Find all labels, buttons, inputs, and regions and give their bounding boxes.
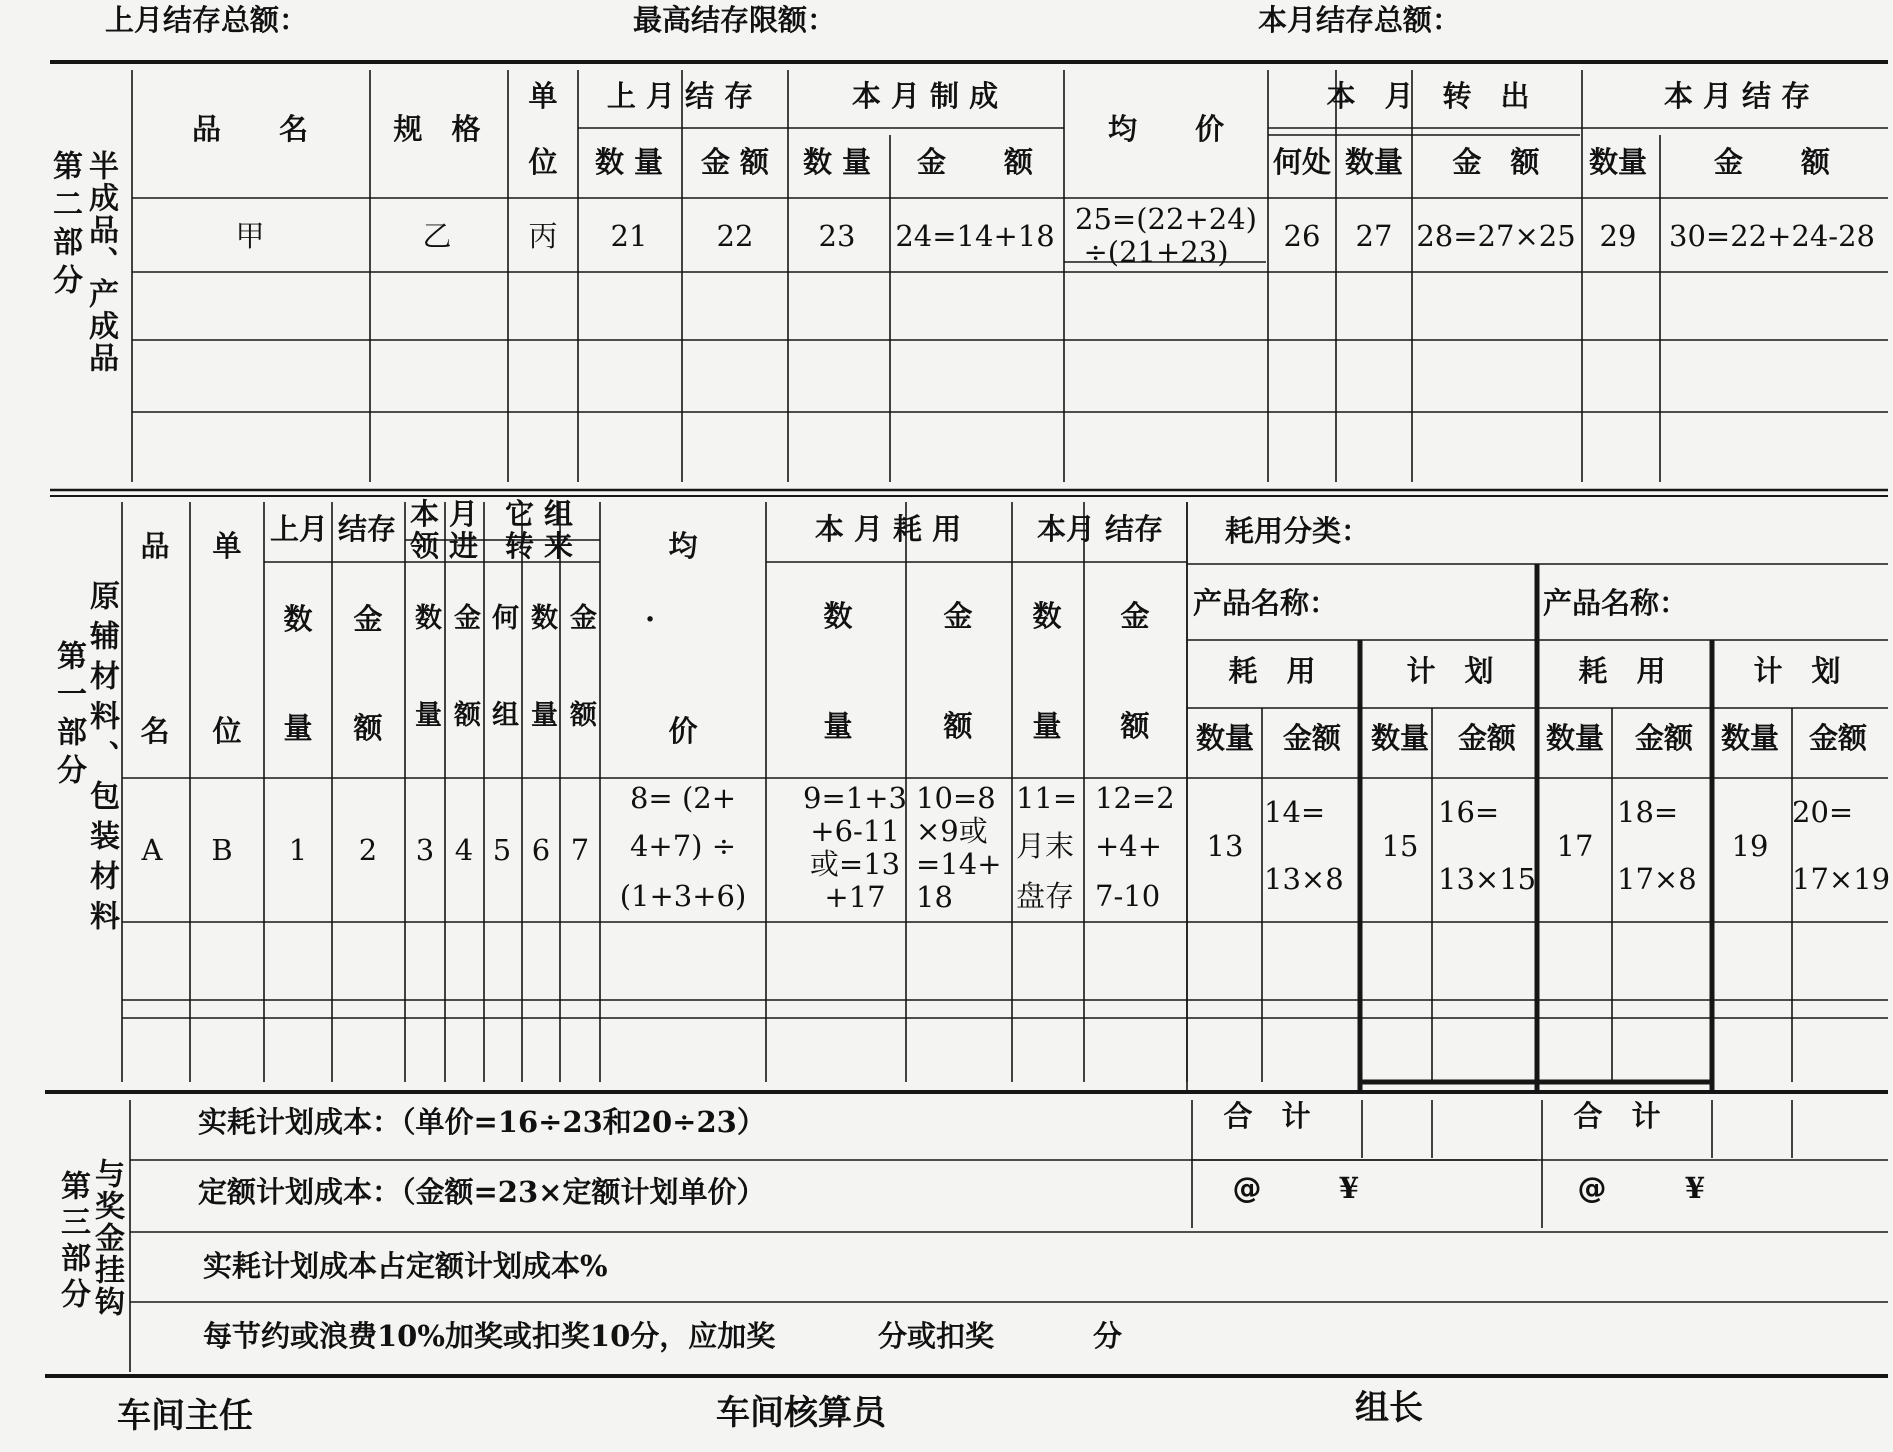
p1-h-other-a: 它 组 (504, 497, 574, 531)
p2-cell-29: 29 (1599, 219, 1637, 253)
max-limit-label: 最高结存限额： (633, 3, 837, 37)
product-b-name-label: 产品名称： (1543, 586, 1689, 620)
p2-sub-where: 何处 (1272, 145, 1332, 179)
p2-header-name: 品 名 (191, 112, 309, 146)
p1-s-cons-amt-bot: 额 (943, 709, 973, 743)
pa-plan-amt: 金额 (1457, 721, 1517, 755)
group-leader-label: 组长 (1355, 1388, 1423, 1428)
p1-h-received-b: 领 进 (409, 529, 479, 563)
p1-cell-16b: 13×15 (1438, 862, 1537, 896)
part1-subtitle: 原辅材料、包装材料 (84, 580, 119, 940)
p1-h-received-a: 本 月 (409, 497, 479, 531)
p1-s-cons-qty-bot: 量 (823, 709, 853, 743)
p2-cell-26: 26 (1283, 219, 1321, 253)
p2-sub-qty: 数 量 (594, 145, 664, 179)
p1-cell-8a: 8= (2+ (629, 781, 737, 815)
product-a-at-symbol: @ (1232, 1171, 1262, 1205)
p1-h-other-b: 转 来 (504, 529, 574, 563)
p1-s-c4: 金额 (449, 603, 480, 797)
p2-sub-amount2: 金 额 (916, 145, 1034, 179)
p1-s-amt-top: 金 (353, 602, 383, 636)
product-b-yuan-symbol: ¥ (1684, 1171, 1706, 1205)
p1-cell-5: 5 (492, 833, 512, 867)
p1-s-qty-bot: 量 (283, 711, 313, 745)
p2-cell-28: 28=27×25 (1416, 219, 1576, 253)
p1-cell-13: 13 (1206, 829, 1244, 863)
p1-s-bal-qty-top: 数 (1032, 599, 1062, 633)
p2-cell-27: 27 (1355, 219, 1393, 253)
p1-cell-9c: 或=13 (809, 847, 901, 881)
p1-cell-19: 19 (1731, 829, 1769, 863)
p1-cell-9b: +6-11 (810, 814, 900, 848)
p1-cell-a: A (141, 833, 163, 867)
product-b-plan: 计 划 (1753, 654, 1841, 688)
p1-cell-16a: 16= (1438, 795, 1500, 829)
p2-cell-24: 24=14+18 (895, 219, 1055, 253)
p1-h-unit-bot: 位 (212, 714, 242, 748)
p1-cell-18a: 18= (1617, 795, 1679, 829)
p1-h-consume: 本 月 耗 用 (814, 512, 962, 546)
p1-h-name-top: 品 (140, 529, 170, 563)
p1-h-last-balance: 上月 结存 (269, 512, 397, 546)
p1-h-balance: 本月 结存 (1036, 512, 1164, 546)
pa-plan-qty: 数量 (1370, 721, 1430, 755)
p2-cell-30: 30=22+24-28 (1668, 219, 1876, 253)
p1-cell-6: 6 (531, 833, 551, 867)
p1-cell-14b: 13×8 (1264, 862, 1344, 896)
p1-cell-10c: =14+ (916, 847, 1002, 881)
p2-sub-qty2: 数 量 (802, 145, 872, 179)
p1-cell-18b: 17×8 (1617, 862, 1697, 896)
p1-s-c3: 数量 (410, 603, 441, 797)
p1-cell-10a: 10=8 (916, 781, 996, 815)
p1-s-qty-top: 数 (283, 602, 313, 636)
p2-header-transfer-out: 本 月 转 出 (1326, 79, 1530, 113)
pb-plan-qty: 数量 (1720, 721, 1780, 755)
product-a-plan: 计 划 (1406, 654, 1494, 688)
quota-plan-cost-label: 定额计划成本：（金额=23×定额计划单价） (198, 1175, 766, 1209)
p1-cell-11a: 11= (1016, 781, 1078, 815)
p2-cell-21: 21 (610, 219, 648, 253)
p2-sub-qty3: 数量 (1344, 145, 1404, 179)
p1-s-amt-bot: 额 (353, 711, 383, 745)
p1-cell-12c: 7-10 (1095, 879, 1161, 913)
p1-cell-4: 4 (454, 833, 474, 867)
p1-cell-11b: 月末 (1016, 829, 1075, 863)
p1-cell-10d: 18 (916, 880, 953, 914)
p2-header-unit-top: 单 (528, 79, 558, 113)
part3-title: 第三部分 (55, 1170, 90, 1314)
p1-s-cons-amt-top: 金 (943, 599, 973, 633)
p2-header-spec: 规 格 (393, 112, 481, 146)
p1-h-avg-top: 均 (668, 529, 698, 563)
p2-sub-qty4: 数量 (1588, 145, 1648, 179)
product-a-yuan-symbol: ¥ (1338, 1171, 1360, 1205)
p2-sub-amount3: 金 额 (1452, 145, 1540, 179)
workshop-director-label: 车间主任 (117, 1396, 253, 1436)
p1-s-c6: 数量 (526, 603, 557, 797)
p1-cell-20a: 20= (1792, 795, 1854, 829)
p1-s-c5: 何组 (487, 603, 518, 797)
p1-h-name-bot: 名 (140, 714, 170, 748)
p1-cell-9a: 9=1+3 (803, 781, 907, 815)
p1-cell-1: 1 (288, 833, 308, 867)
p1-cell-b: B (211, 833, 233, 867)
product-a-consume: 耗 用 (1228, 654, 1316, 688)
p2-cell-unit: 丙 (528, 219, 558, 253)
pb-cons-amt: 金额 (1634, 721, 1694, 755)
pa-cons-qty: 数量 (1195, 721, 1255, 755)
p1-cell-15: 15 (1381, 829, 1419, 863)
workshop-accountant-label: 车间核算员 (716, 1393, 886, 1433)
part2-subtitle: 半成品、产成品 (83, 150, 118, 374)
part2-title: 第二部分 (47, 150, 82, 302)
pb-plan-amt: 金额 (1808, 721, 1868, 755)
p1-s-bal-qty-bot: 量 (1032, 709, 1062, 743)
part1-title: 第一部分 (51, 640, 86, 792)
p1-s-bal-amt-top: 金 (1120, 599, 1150, 633)
p2-sub-amount: 金 额 (700, 145, 770, 179)
product-b-at-symbol: @ (1577, 1171, 1607, 1205)
p1-cell-3: 3 (415, 833, 435, 867)
last-balance-label: 上月结存总额： (105, 3, 309, 37)
ratio-label: 实耗计划成本占定额计划成本% (203, 1249, 608, 1283)
product-a-total: 合 计 (1223, 1099, 1311, 1133)
p1-cell-2: 2 (358, 833, 378, 867)
bonus-deduct-label: 分或扣奖 (878, 1319, 995, 1353)
p1-cell-8b: 4+7) ÷ (629, 829, 737, 863)
p2-cell-name: 甲 (235, 219, 265, 253)
p1-cell-10b: ×9或 (916, 814, 988, 848)
product-b-consume: 耗 用 (1578, 654, 1666, 688)
p1-s-c7: 金额 (565, 603, 596, 797)
p2-header-last-balance: 上 月 结 存 (606, 79, 754, 113)
this-balance-label: 本月结存总额： (1258, 3, 1462, 37)
p1-s-bal-amt-bot: 额 (1120, 709, 1150, 743)
p2-sub-amount4: 金 额 (1713, 145, 1831, 179)
p2-cell-25b: ÷(21+23) (1083, 235, 1229, 269)
p2-header-this-balance: 本 月 结 存 (1663, 79, 1811, 113)
p2-cell-spec: 乙 (422, 219, 452, 253)
p1-cell-9d: +17 (824, 880, 886, 914)
p1-cell-12a: 12=2 (1095, 781, 1175, 815)
p1-cell-12b: +4+ (1095, 829, 1163, 863)
p1-cell-20b: 17×19 (1792, 862, 1891, 896)
p1-h-usage-class: 耗用分类： (1225, 514, 1371, 548)
p1-cell-14a: 14= (1264, 795, 1326, 829)
p2-cell-25a: 25=(22+24) (1075, 202, 1257, 236)
p2-header-avg-price: 均 价 (1107, 112, 1225, 146)
actual-plan-cost-label: 实耗计划成本：（单价=16÷23和20÷23） (198, 1105, 766, 1139)
product-b-total: 合 计 (1573, 1099, 1661, 1133)
p2-cell-22: 22 (716, 219, 754, 253)
p2-header-made: 本 月 制 成 (851, 79, 999, 113)
bonus-rule-label: 每节约或浪费10%加奖或扣奖10分，应加奖 (203, 1319, 776, 1353)
bonus-points-unit: 分 (1093, 1319, 1123, 1353)
p1-cell-7: 7 (570, 833, 590, 867)
p2-cell-23: 23 (818, 219, 856, 253)
pa-cons-amt: 金额 (1282, 721, 1342, 755)
pb-cons-qty: 数量 (1545, 721, 1605, 755)
p1-h-avg-bot: 价 (668, 714, 698, 748)
product-a-name-label: 产品名称： (1193, 586, 1339, 620)
part3-subtitle: 与奖金挂钩 (89, 1158, 124, 1318)
p1-cell-8c: (1+3+6) (619, 879, 747, 913)
p1-h-avg-dot: · (644, 602, 656, 636)
p1-s-cons-qty-top: 数 (823, 599, 853, 633)
p1-cell-11c: 盘存 (1016, 879, 1075, 913)
p1-cell-17: 17 (1556, 829, 1594, 863)
p1-h-unit-top: 单 (212, 529, 242, 563)
p2-header-unit-bot: 位 (528, 145, 558, 179)
